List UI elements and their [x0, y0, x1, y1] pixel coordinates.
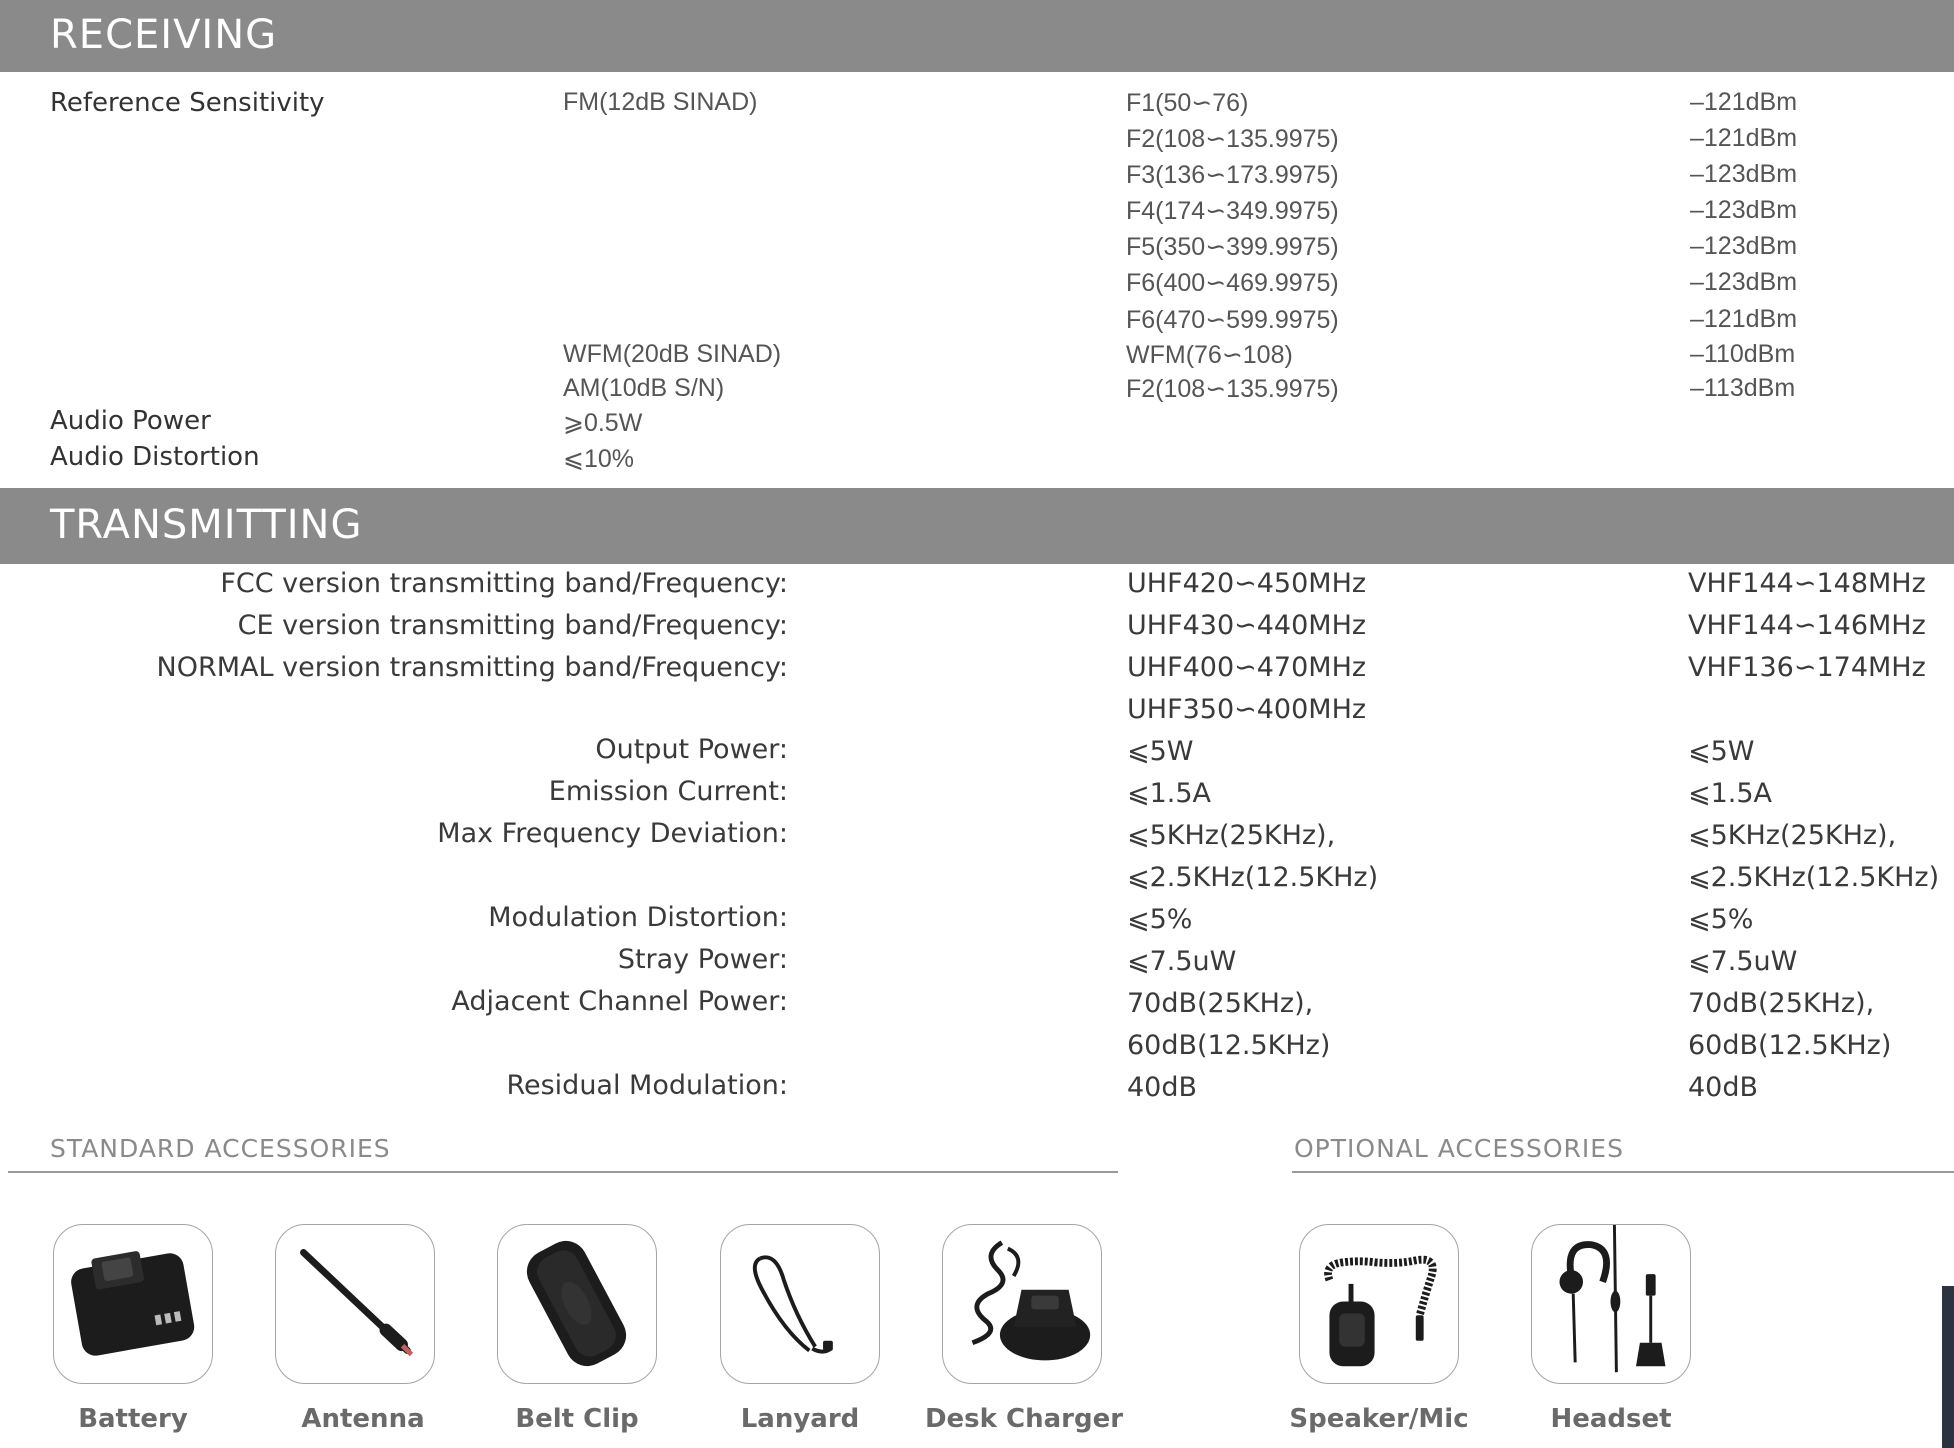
- tx-label: Output Power:: [595, 734, 788, 765]
- antenna-icon: [276, 1225, 433, 1382]
- tx-label: Stray Power:: [617, 944, 788, 975]
- sensitivity-band: F3(136∽173.9975): [1126, 161, 1339, 189]
- tx-uhf-value: 70dB(25KHz),: [1127, 988, 1314, 1019]
- reference-sensitivity-label: Reference Sensitivity: [50, 88, 325, 118]
- tx-uhf-value: ⩽2.5KHz(12.5KHz): [1127, 862, 1379, 893]
- sensitivity-band: F2(108∽135.9975): [1126, 125, 1339, 153]
- tx-uhf-value: UHF350∽400MHz: [1127, 694, 1367, 725]
- accessory-card-antenna: [275, 1224, 435, 1384]
- tx-vhf-value: 60dB(12.5KHz): [1688, 1030, 1892, 1061]
- tx-vhf-value: ⩽1.5A: [1688, 778, 1773, 809]
- sensitivity-band: F6(470∽599.9975): [1126, 306, 1339, 334]
- tx-vhf-value: ⩽7.5uW: [1688, 946, 1798, 977]
- accessory-caption-headset: Headset: [1550, 1404, 1672, 1434]
- wfm-mode-label: WFM(20dB SINAD): [563, 340, 782, 368]
- sensitivity-band: F6(400∽469.9975): [1126, 269, 1339, 297]
- sensitivity-value: –121dBm: [1690, 124, 1798, 152]
- tx-label: Adjacent Channel Power:: [451, 986, 788, 1017]
- sensitivity-value: –123dBm: [1690, 232, 1798, 260]
- standard-accessories-heading: STANDARD ACCESSORIES: [50, 1134, 391, 1163]
- accessory-caption-desk-charger: Desk Charger: [924, 1404, 1124, 1434]
- edge-strip: [1942, 1286, 1954, 1448]
- accessory-caption-lanyard: Lanyard: [740, 1404, 860, 1434]
- lanyard-icon: [721, 1225, 878, 1382]
- accessory-card-desk-charger: [942, 1224, 1102, 1384]
- sensitivity-value: –121dBm: [1690, 305, 1798, 333]
- tx-uhf-value: 60dB(12.5KHz): [1127, 1030, 1331, 1061]
- tx-label: CE version transmitting band/Frequency:: [237, 610, 788, 641]
- tx-vhf-value: 70dB(25KHz),: [1688, 988, 1875, 1019]
- optional-accessories-heading: OPTIONAL ACCESSORIES: [1294, 1134, 1624, 1163]
- accessory-card-speaker-mic: [1299, 1224, 1459, 1384]
- sensitivity-band: F2(108∽135.9975): [1126, 375, 1339, 403]
- accessory-caption-speaker-mic: Speaker/Mic: [1289, 1404, 1469, 1434]
- tx-vhf-value: ⩽5W: [1688, 736, 1755, 767]
- tx-uhf-value: ⩽7.5uW: [1127, 946, 1237, 977]
- tx-vhf-value: VHF136∽174MHz: [1688, 652, 1926, 683]
- tx-uhf-value: ⩽5KHz(25KHz),: [1127, 820, 1336, 851]
- tx-label: Residual Modulation:: [506, 1070, 788, 1101]
- optional-accessories-divider: [1292, 1171, 1954, 1173]
- receiving-header-bar: [0, 0, 1954, 72]
- audio-power-label: Audio Power: [50, 406, 211, 436]
- transmitting-title: TRANSMITTING: [50, 502, 363, 548]
- tx-vhf-value: VHF144∽148MHz: [1688, 568, 1926, 599]
- transmitting-header-bar: [0, 488, 1954, 564]
- tx-label: FCC version transmitting band/Frequency:: [220, 568, 788, 599]
- sensitivity-band: WFM(76∽108): [1126, 341, 1293, 369]
- tx-vhf-value: 40dB: [1688, 1072, 1759, 1103]
- tx-label: Max Frequency Deviation:: [437, 818, 788, 849]
- sensitivity-value: –123dBm: [1690, 160, 1798, 188]
- sensitivity-band: F4(174∽349.9975): [1126, 197, 1339, 225]
- accessory-card-lanyard: [720, 1224, 880, 1384]
- tx-label: NORMAL version transmitting band/Frequency:: [156, 652, 788, 683]
- sensitivity-value: –123dBm: [1690, 196, 1798, 224]
- tx-uhf-value: 40dB: [1127, 1072, 1198, 1103]
- tx-uhf-value: ⩽1.5A: [1127, 778, 1212, 809]
- battery-icon: [54, 1225, 211, 1382]
- tx-vhf-value: VHF144∽146MHz: [1688, 610, 1926, 641]
- tx-vhf-value: ⩽5%: [1688, 904, 1754, 935]
- accessory-caption-antenna: Antenna: [301, 1404, 425, 1434]
- receiving-title: RECEIVING: [50, 12, 278, 58]
- desk-charger-icon: [943, 1225, 1100, 1382]
- accessory-card-belt-clip: [497, 1224, 657, 1384]
- sensitivity-band: F1(50∽76): [1126, 89, 1249, 117]
- standard-accessories-divider: [8, 1171, 1118, 1173]
- tx-uhf-value: UHF430∽440MHz: [1127, 610, 1367, 641]
- speaker-mic-icon: [1300, 1225, 1457, 1382]
- tx-uhf-value: ⩽5W: [1127, 736, 1194, 767]
- sensitivity-band: F5(350∽399.9975): [1126, 233, 1339, 261]
- accessory-card-headset: [1531, 1224, 1691, 1384]
- accessory-caption-battery: Battery: [78, 1404, 188, 1434]
- tx-label: Modulation Distortion:: [488, 902, 788, 933]
- tx-uhf-value: UHF420∽450MHz: [1127, 568, 1367, 599]
- sensitivity-value: –123dBm: [1690, 268, 1798, 296]
- sensitivity-value: –113dBm: [1690, 374, 1796, 402]
- tx-vhf-value: ⩽5KHz(25KHz),: [1688, 820, 1897, 851]
- audio-distortion-label: Audio Distortion: [50, 442, 260, 472]
- headset-icon: [1532, 1225, 1689, 1382]
- tx-vhf-value: ⩽2.5KHz(12.5KHz): [1688, 862, 1940, 893]
- belt-clip-icon: [498, 1225, 655, 1382]
- am-mode-label: AM(10dB S/N): [563, 374, 725, 402]
- audio-distortion-value: ⩽10%: [563, 445, 634, 473]
- tx-uhf-value: UHF400∽470MHz: [1127, 652, 1367, 683]
- sensitivity-value: –110dBm: [1690, 340, 1796, 368]
- sensitivity-value: –121dBm: [1690, 88, 1798, 116]
- tx-label: Emission Current:: [548, 776, 788, 807]
- fm-mode-label: FM(12dB SINAD): [563, 88, 758, 116]
- accessory-card-battery: [53, 1224, 213, 1384]
- accessory-caption-belt-clip: Belt Clip: [515, 1404, 639, 1434]
- audio-power-value: ⩾0.5W: [563, 409, 643, 437]
- tx-uhf-value: ⩽5%: [1127, 904, 1193, 935]
